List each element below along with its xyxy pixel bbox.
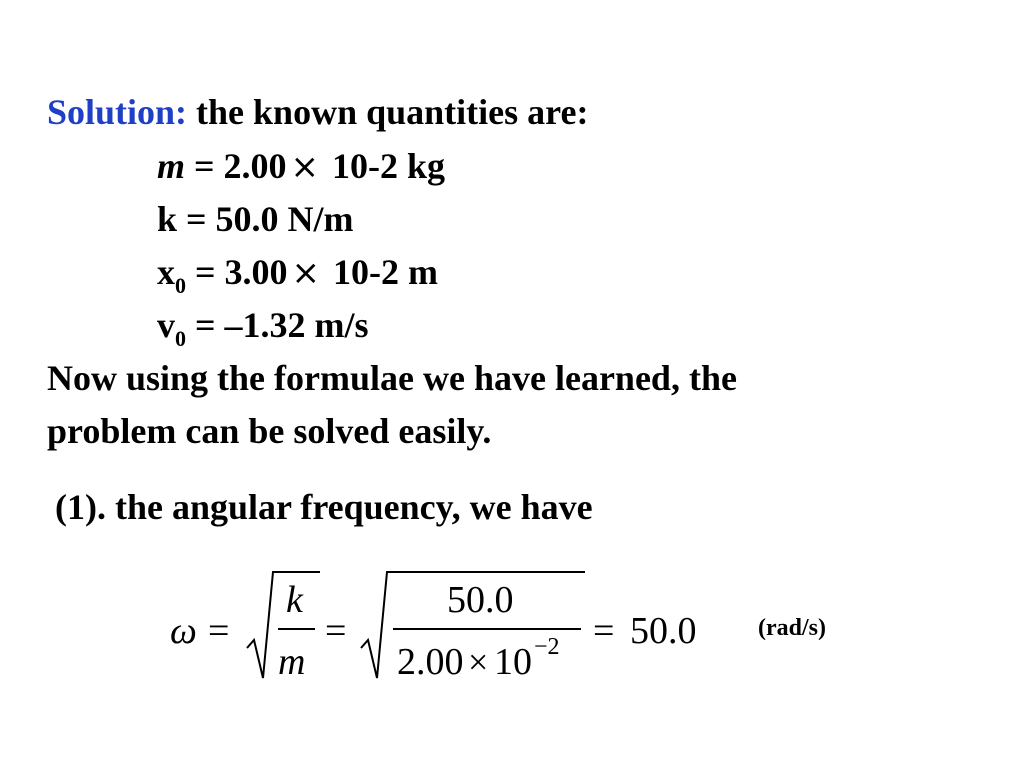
mass-symbol: m: [157, 146, 186, 186]
velocity-symbol: v: [157, 305, 175, 345]
position-subscript: 0: [175, 273, 186, 298]
equals-sign: =: [593, 610, 615, 652]
equals-sign: =: [325, 610, 347, 652]
velocity-subscript: 0: [175, 326, 186, 351]
position-rest: 10-2 m: [324, 252, 438, 292]
numerator-value: 50.0: [447, 579, 514, 621]
spring-constant-text: k = 50.0 N/m: [157, 199, 354, 239]
position-symbol: x: [157, 252, 175, 292]
velocity-rest: = –1.32 m/s: [186, 305, 369, 345]
denominator-coefficient: 2.00: [397, 641, 464, 683]
mass-eq: = 2.00: [185, 146, 287, 186]
known-mass: [157, 146, 445, 187]
paragraph-text-1: Now using the formulae we have learned, the: [47, 358, 737, 398]
solution-label: Solution:: [47, 92, 188, 132]
equals-sign: =: [208, 610, 230, 652]
denominator-exponent: −2: [534, 634, 560, 660]
unit-label: (rad/s): [758, 615, 826, 641]
paragraph-line-2: [47, 411, 491, 451]
paragraph-text-2: problem can be solved easily.: [47, 411, 492, 451]
omega-symbol: ω: [170, 610, 197, 652]
step-1-line: [55, 487, 593, 527]
times-sign: ×: [291, 253, 321, 293]
times-sign: ×: [290, 147, 320, 187]
fraction-denominator-m: m: [278, 641, 306, 683]
times-sign: ×: [468, 642, 489, 682]
intro-line: [47, 92, 588, 132]
mass-rest: 10-2 kg: [323, 146, 446, 186]
paragraph-line-1: [47, 358, 737, 398]
denominator-base: 10: [494, 641, 532, 683]
step-1-text: (1). the angular frequency, we have: [55, 487, 593, 527]
intro-text: the known quantities are:: [187, 92, 589, 132]
position-eq: = 3.00: [186, 252, 288, 292]
fraction-numerator-k: k: [286, 579, 303, 621]
known-initial-velocity: [157, 305, 369, 350]
result-value: 50.0: [630, 610, 697, 652]
known-spring-constant: [157, 199, 354, 239]
known-initial-position: [157, 252, 438, 297]
